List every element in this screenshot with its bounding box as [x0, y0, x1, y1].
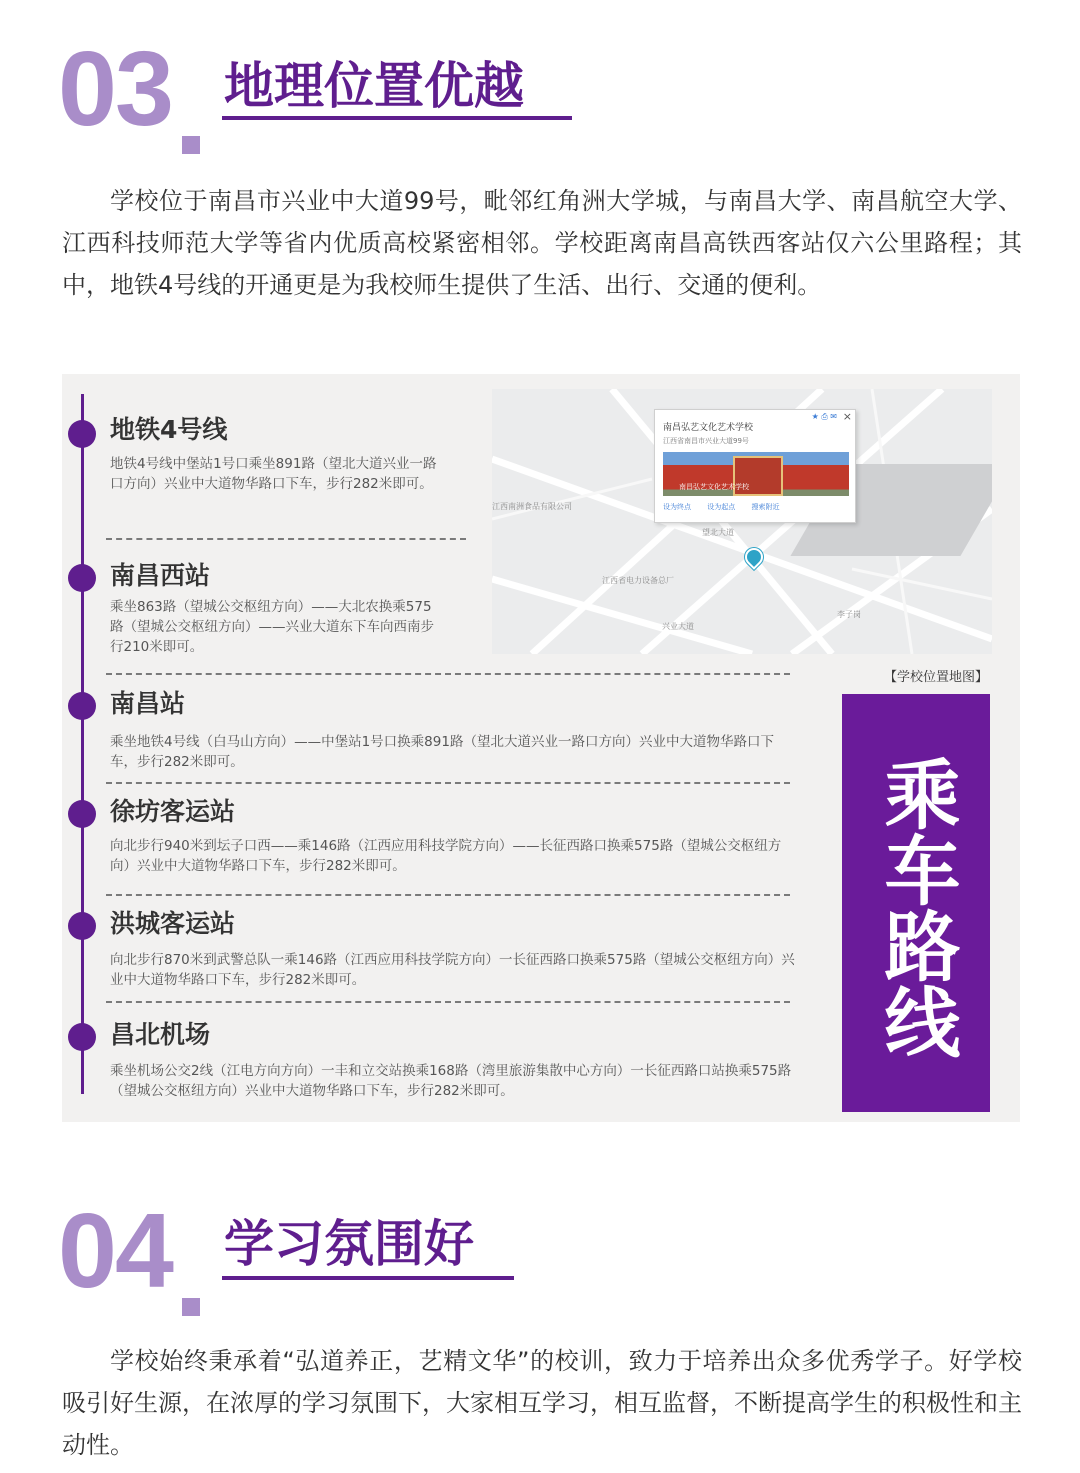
timeline-dot [68, 1023, 96, 1051]
route-desc: 乘坐机场公交2线（江电方向方向）一丰和立交站换乘168路（湾里旅游集散中心方向）一长征西路口站换乘575路（望城公交枢纽方向）兴业中大道物华路口下车，步行282米即可。 [110, 1063, 792, 1099]
close-icon[interactable]: × [842, 410, 852, 423]
route-name: 南昌站 [110, 689, 186, 718]
route-name: 南昌西站 [110, 561, 211, 590]
map-label: 望北大道 [702, 528, 734, 537]
divider [106, 673, 790, 675]
divider [106, 1001, 790, 1003]
section-number-dot [182, 136, 200, 154]
section-number: 03 [58, 30, 172, 148]
section-number-dot [182, 1298, 200, 1316]
school-location-map[interactable] [492, 389, 992, 654]
map-label: 江西南洲食品有限公司 [492, 502, 572, 511]
route-desc: 地铁4号线中堡站1号口乘坐891路（望北大道兴业一路口方向）兴业中大道物华路口下车，步行282米即可。 [110, 456, 437, 492]
section-04-paragraph: 学校始终秉承着“弘道养正，艺精文华”的校训，致力于培养出众多优秀学子。好学校吸引好生源，在浓厚的学习氛围下，大家相互学习，相互监督，不断提高学生的积极性和主动性。 [62, 1347, 1022, 1459]
map-popup[interactable] [654, 409, 856, 523]
route-name: 洪城客运站 [110, 909, 236, 938]
title-underline [222, 116, 572, 120]
section-title: 学习氛围好 [224, 1215, 474, 1273]
route-name: 徐坊客运站 [110, 797, 236, 826]
title-underline [222, 1276, 514, 1280]
route-desc: 乘坐863路（望城公交枢纽方向）——大北农换乘575路（望城公交枢纽方向）——兴业大道东下车向西南步行210米即可。 [110, 599, 434, 655]
timeline-dot [68, 564, 96, 592]
map-label: 江西省电力设备总厂 [602, 576, 674, 585]
set-origin-link[interactable]: 设为起点 [707, 503, 736, 511]
transport-panel [62, 374, 1020, 1122]
map-label: 李子岗 [837, 610, 861, 619]
popup-title: 南昌弘艺文化艺术学校 [663, 423, 754, 433]
timeline-dot [68, 692, 96, 720]
popup-actions [663, 502, 793, 512]
route-name: 地铁4号线 [110, 415, 228, 444]
school-photo [663, 452, 849, 496]
route-name: 昌北机场 [110, 1020, 211, 1049]
section-title: 地理位置优越 [224, 57, 524, 115]
photo-caption: 南昌弘艺文化艺术学校 [679, 483, 749, 491]
section-03-paragraph: 学校位于南昌市兴业中大道99号，毗邻红角洲大学城，与南昌大学、南昌航空大学、江西科技师范大学等省内优质高校紧密相邻。学校距离南昌高铁西客站仅六公里路程；其中，地铁4号线的开通更是为我校师生提供了生活、出行、交通的便利。 [62, 187, 1022, 299]
popup-tools-icon[interactable]: ★ ⎙ ✉ [811, 412, 837, 421]
route-badge [842, 694, 990, 1112]
divider [106, 894, 790, 896]
popup-address: 江西省南昌市兴业大道99号 [663, 437, 749, 445]
map-caption: 【学校位置地图】 [884, 670, 989, 685]
section-number: 04 [58, 1192, 172, 1310]
timeline-dot [68, 800, 96, 828]
section-04-header [58, 1192, 578, 1310]
timeline-dot [68, 912, 96, 940]
set-destination-link[interactable]: 设为终点 [663, 503, 691, 511]
route-badge-text: 乘车路线 [872, 755, 961, 1059]
route-desc: 向北步行940米到坛子口西——乘146路（江西应用科技学院方向）——长征西路口换乘575路（望城公交枢纽方向）兴业中大道物华路口下车，步行282米即可。 [110, 838, 782, 874]
timeline-line [81, 394, 84, 1094]
route-desc: 乘坐地铁4号线（白马山方向）——中堡站1号口换乘891路（望北大道兴业一路口方向）兴业中大道物华路口下车，步行282米即可。 [110, 734, 774, 770]
divider [106, 782, 790, 784]
section-03-header [58, 30, 578, 148]
divider [106, 538, 466, 540]
route-desc: 向北步行870米到武警总队一乘146路（江西应用科技学院方向）一长征西路口换乘575路（望城公交枢纽方向）兴业中大道物华路口下车，步行282米即可。 [110, 952, 795, 988]
timeline-dot [68, 420, 96, 448]
search-nearby-link[interactable]: 搜索附近 [751, 503, 780, 511]
map-label: 兴业大道 [662, 622, 694, 631]
